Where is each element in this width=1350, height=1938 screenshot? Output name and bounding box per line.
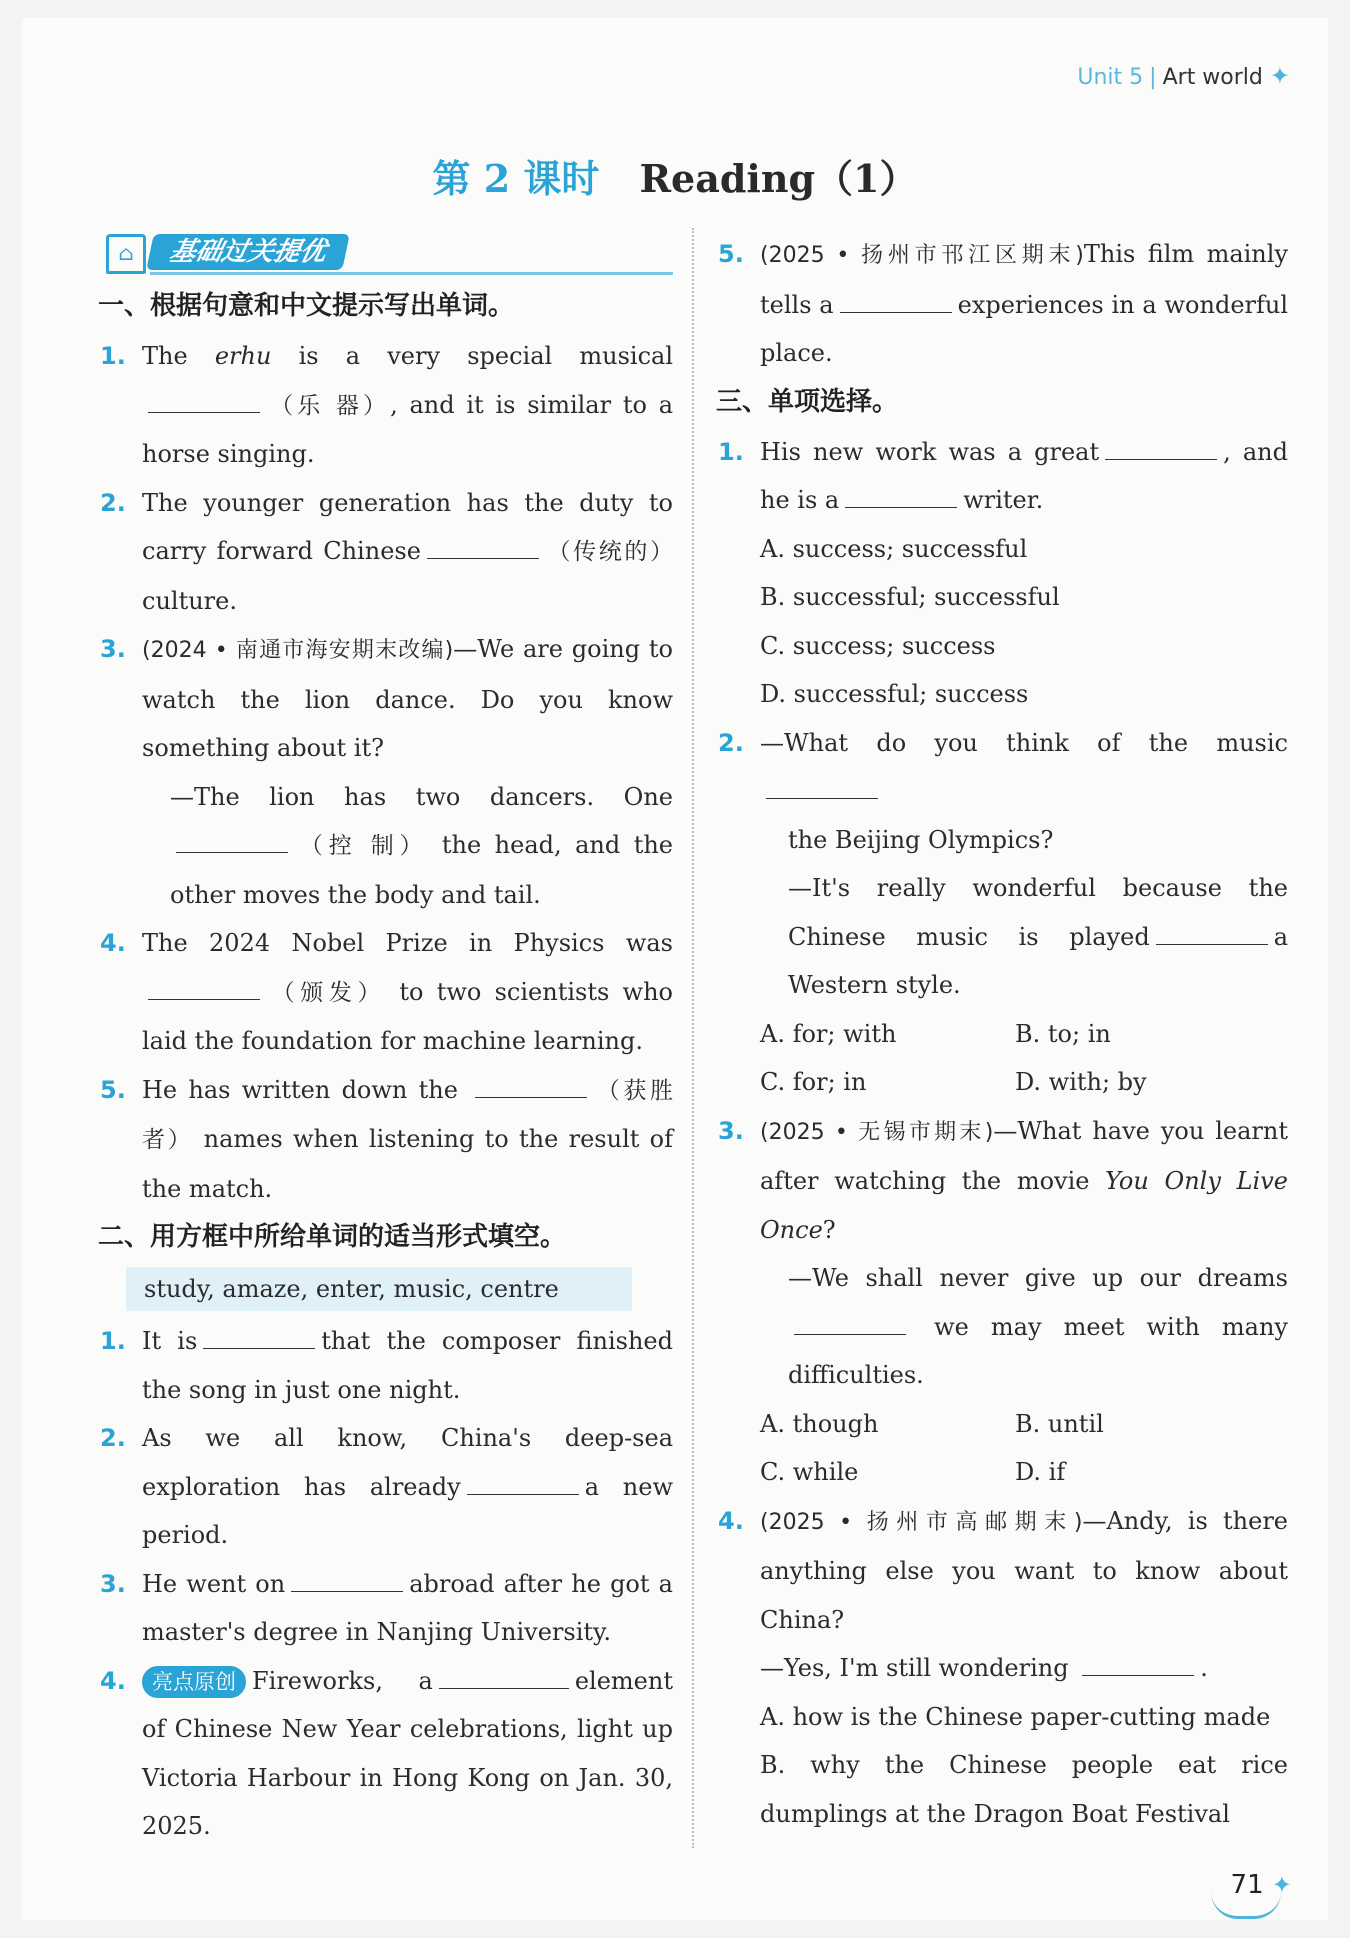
answer-blank[interactable] — [148, 973, 260, 1000]
chinese-hint: （获胜者） — [142, 1077, 673, 1153]
s2-question-3 — [100, 1560, 673, 1657]
text: , and it is similar to a horse singing. — [142, 390, 673, 468]
text: —We are going to watch the lion dance. Do you know something about it? — [142, 635, 673, 762]
text: —What have you learnt after watching the movie — [760, 1116, 1288, 1195]
question-number: 4. — [100, 929, 126, 957]
column-divider — [692, 228, 694, 1848]
question-number: 3. — [100, 1569, 126, 1598]
answer-blank[interactable] — [439, 1662, 569, 1689]
lesson-name: Reading（1） — [639, 156, 918, 201]
question-number: 2. — [100, 488, 126, 517]
text: the Beijing Olympics? — [788, 825, 1054, 854]
unit-title: Art world — [1162, 65, 1263, 90]
option-b[interactable]: B. until — [1015, 1409, 1104, 1438]
chinese-hint: （颁发） — [266, 979, 387, 1006]
text: He has written down the — [142, 1075, 458, 1104]
original-badge: 亮点原创 — [142, 1666, 246, 1698]
banner-label: 基础过关提优 — [146, 234, 350, 270]
question-source: (2025 • 无锡市期末) — [760, 1119, 994, 1145]
text: He went on — [142, 1569, 286, 1598]
text: to two scientists who laid the foundation for machine learning. — [142, 977, 674, 1055]
s3-question-2 — [718, 719, 1288, 1107]
sparkle-icon: ✦ — [1271, 1871, 1292, 1899]
question-number: 5. — [718, 240, 744, 268]
dialogue-line — [760, 1254, 1288, 1400]
s2-question-2 — [100, 1414, 673, 1560]
options-row — [760, 1400, 1288, 1449]
lesson-number: 第 2 课时 — [432, 156, 600, 201]
chinese-hint: （控 制） — [294, 833, 429, 859]
text: a Western style. — [788, 922, 1288, 999]
option-a[interactable]: A. though — [760, 1409, 879, 1438]
dialogue-line — [760, 1644, 1288, 1693]
text: abroad after he got a master's degree in Nanjing University. — [142, 1569, 673, 1646]
s2-question-4 — [100, 1657, 673, 1851]
option-a[interactable]: A. for; with — [760, 1019, 897, 1048]
s1-question-3 — [100, 625, 673, 919]
options-row — [760, 1448, 1288, 1497]
answer-blank[interactable] — [766, 772, 878, 799]
text: experiences in a wonderful place. — [760, 290, 1289, 367]
answer-blank[interactable] — [176, 826, 288, 853]
answer-blank[interactable] — [291, 1565, 403, 1592]
text: writer. — [963, 486, 1044, 514]
text: —What do you think of the music — [760, 728, 1288, 757]
option-b[interactable]: B. to; in — [1015, 1019, 1111, 1048]
answer-blank[interactable] — [1105, 433, 1217, 460]
text: element of Chinese New Year celebrations, light up Victoria Harbour in Hong Kong on Jan. 30, 2025. — [142, 1666, 673, 1840]
text: culture. — [142, 586, 237, 615]
s1-question-5 — [100, 1066, 673, 1214]
section-2-title: 二、用方框中所给单词的适当形式填空。 — [98, 1222, 567, 1252]
option-c[interactable]: C. for; in — [760, 1068, 867, 1096]
text: names when listening to the result of the match. — [142, 1125, 674, 1203]
text: The 2024 Nobel Prize in Physics was — [142, 929, 673, 957]
answer-blank[interactable] — [845, 481, 957, 508]
s3-question-3 — [718, 1107, 1288, 1497]
text: —We shall never give up our dreams — [788, 1264, 1288, 1292]
answer-blank[interactable] — [148, 386, 260, 413]
question-source: (2025 • 扬州市高邮期末) — [760, 1509, 1083, 1535]
question-number: 1. — [100, 1327, 126, 1355]
lesson-title — [0, 148, 1350, 203]
sparkle-icon: ✦ — [1269, 62, 1290, 90]
option-a[interactable]: A. how is the Chinese paper-cutting made — [760, 1702, 1271, 1731]
dialogue-line — [760, 816, 1288, 865]
text: is a very special musical — [271, 342, 674, 370]
option-c[interactable]: C. while — [760, 1458, 859, 1486]
s2-question-1 — [100, 1317, 673, 1414]
text: His new work was a great — [760, 437, 1100, 466]
right-column — [718, 230, 1288, 1838]
s1-question-2 — [100, 479, 673, 626]
text: The younger generation has the duty to carry forward Chinese — [142, 488, 673, 565]
option-a[interactable]: A. success; successful — [760, 534, 1028, 563]
options-row — [760, 1010, 1288, 1059]
answer-blank[interactable] — [840, 286, 952, 313]
question-number: 4. — [718, 1506, 744, 1535]
question-number: 4. — [100, 1666, 126, 1695]
text: —The lion has two dancers. One — [170, 782, 673, 811]
banner-underline — [150, 272, 673, 275]
page-number-text: 71 — [1230, 1870, 1264, 1900]
options-row — [760, 1058, 1288, 1107]
option-b[interactable]: B. successful; successful — [760, 583, 1060, 611]
text: The — [142, 342, 215, 370]
unit-header — [1077, 62, 1290, 90]
question-number: 1. — [718, 437, 744, 466]
answer-blank[interactable] — [794, 1308, 906, 1335]
dialogue-line — [142, 773, 673, 920]
question-number: 1. — [100, 342, 126, 370]
s1-question-1 — [100, 332, 673, 479]
s3-question-1 — [718, 428, 1288, 719]
text: the head, and the other moves the body and tail. — [170, 831, 674, 909]
option-b[interactable]: B. why the Chinese people eat rice dumplings at the Dragon Boat Festival — [760, 1751, 1288, 1828]
italic-text: erhu — [214, 342, 272, 370]
text: —Andy, is there anything else you want to know about China? — [760, 1506, 1288, 1634]
answer-blank[interactable] — [1082, 1649, 1194, 1676]
page-number — [1231, 1870, 1292, 1900]
question-number: 2. — [100, 1424, 126, 1452]
text: we may meet with many difficulties. — [788, 1312, 1288, 1389]
question-source: (2024 • 南通市海安期末改编) — [142, 638, 454, 663]
section-banner — [100, 230, 673, 280]
s3-question-4 — [718, 1497, 1288, 1839]
house-icon: ⌂ — [106, 234, 146, 274]
question-number: 5. — [100, 1075, 126, 1104]
text: , and he is a — [760, 437, 1289, 514]
option-c[interactable]: C. success; success — [760, 631, 996, 660]
chinese-hint: （传统的） — [544, 539, 674, 565]
movie-title: You Only Live Once — [760, 1167, 1288, 1244]
question-number: 3. — [100, 635, 126, 663]
text: —It's really wonderful because the Chinese music is played — [788, 874, 1288, 951]
chinese-hint: （乐 器） — [266, 392, 391, 419]
option-d[interactable]: D. if — [1015, 1458, 1066, 1486]
header-separator: | — [1149, 65, 1157, 90]
text: . — [1200, 1654, 1208, 1682]
question-number: 3. — [718, 1116, 744, 1145]
unit-label: Unit 5 — [1077, 65, 1144, 90]
s2-question-5 — [718, 230, 1288, 378]
text: This film mainly tells a — [760, 240, 1288, 319]
answer-blank[interactable] — [427, 532, 539, 559]
answer-blank[interactable] — [1156, 918, 1268, 945]
text: It is — [142, 1327, 198, 1355]
s1-question-4 — [100, 919, 673, 1066]
option-d[interactable]: D. successful; success — [760, 680, 1029, 708]
left-column — [100, 230, 673, 1851]
answer-blank[interactable] — [475, 1071, 587, 1098]
option-d[interactable]: D. with; by — [1015, 1068, 1147, 1096]
answer-blank[interactable] — [467, 1468, 579, 1495]
text: a new period. — [142, 1472, 674, 1549]
word-box: study, amaze, enter, music, centre — [126, 1267, 632, 1311]
text: —Yes, I'm still wondering — [760, 1654, 1069, 1682]
question-number: 2. — [718, 728, 744, 757]
section-3-title: 三、单项选择。 — [716, 386, 899, 417]
answer-blank[interactable] — [203, 1322, 315, 1349]
text: that the composer finished the song in just one night. — [142, 1327, 673, 1404]
text: As we all know, China's deep-sea exploration has already — [142, 1424, 673, 1501]
text: Fireworks, a — [252, 1666, 433, 1695]
section-1-title: 一、根据句意和中文提示写出单词。 — [98, 291, 515, 321]
question-source: (2025 • 扬州市邗江区期末) — [760, 243, 1084, 268]
dialogue-line — [760, 864, 1288, 1010]
text: ? — [822, 1215, 836, 1244]
